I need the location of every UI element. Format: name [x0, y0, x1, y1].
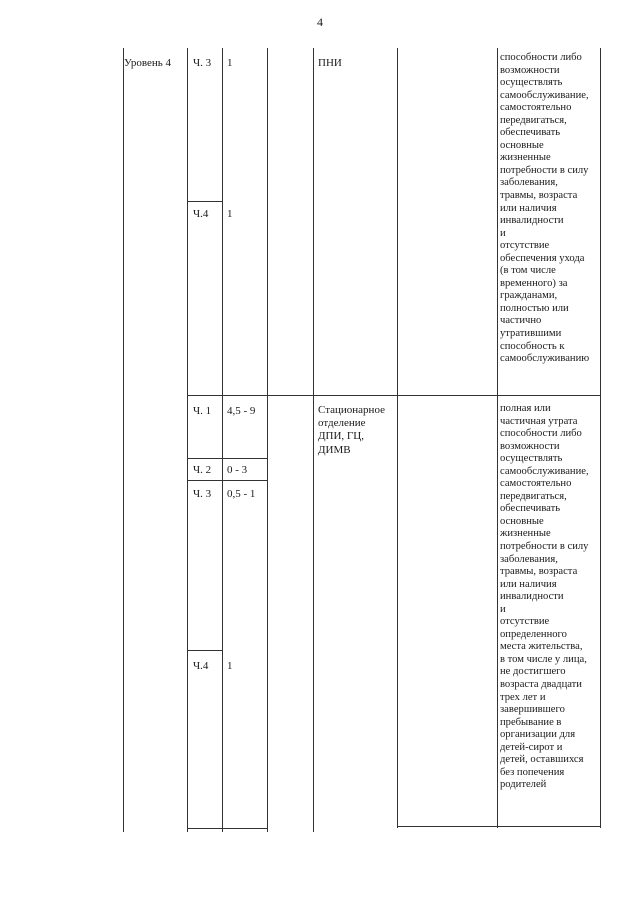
description-line: полностью или — [500, 302, 569, 314]
description-line: отсутствие — [500, 240, 550, 252]
part-value: 0,5 - 1 — [227, 488, 256, 500]
description-line: обеспечивать — [500, 503, 561, 515]
description-line: самообслуживанию — [500, 353, 590, 365]
description-line: возможности — [500, 440, 560, 452]
section-divider — [187, 395, 600, 396]
description-line: временного) за — [500, 277, 568, 289]
part-label: Ч. 2 — [193, 464, 212, 476]
column-divider-description — [497, 48, 498, 828]
part-label: Ч.4 — [193, 660, 209, 672]
description-line: потребности в силу — [500, 164, 589, 176]
table-right-border — [600, 48, 601, 828]
description-line: детей, оставшихся — [500, 754, 584, 766]
description-line: основные — [500, 139, 544, 151]
description-line: осуществлять — [500, 453, 563, 465]
description-line: организации для — [500, 729, 576, 741]
description-line: без попечения — [500, 766, 565, 778]
description-line: способности либо — [500, 52, 582, 63]
description-line: отсутствие — [500, 616, 550, 628]
part-label: Ч. 1 — [193, 405, 212, 417]
institution-name: ПНИ — [318, 57, 342, 69]
table-bottom-border — [187, 828, 267, 829]
description-line: травмы, возраста — [500, 566, 578, 578]
part-row-divider — [187, 480, 267, 481]
description-line: жизненные — [500, 528, 551, 540]
description-line: способность к — [500, 340, 565, 352]
description-line: в том числе у лица, — [500, 653, 587, 665]
part-row-divider — [187, 458, 267, 459]
part-value: 1 — [227, 660, 233, 672]
part-value: 1 — [227, 57, 233, 69]
column-divider-value — [267, 48, 268, 832]
description-line: обеспечения ухода — [500, 252, 585, 264]
description-line: передвигаться, — [500, 490, 567, 502]
column-divider-empty — [313, 48, 314, 832]
part-value: 1 — [227, 208, 233, 220]
description-line: утратившими — [500, 328, 562, 340]
condition-description — [500, 403, 589, 792]
part-value: 0 - 3 — [227, 464, 248, 476]
description-line: трех лет и — [500, 691, 546, 703]
column-divider-institution — [397, 48, 398, 828]
description-line: и — [500, 603, 506, 615]
part-label: Ч. 3 — [193, 57, 212, 69]
description-line: гражданами, — [500, 290, 558, 302]
description-line: потребности в силу — [500, 541, 589, 553]
table-left-border — [123, 48, 124, 832]
description-line: (в том числе — [500, 265, 556, 277]
description-line: частично — [500, 315, 542, 327]
part-label: Ч.4 — [193, 208, 209, 220]
description-line: инвалидности — [500, 215, 564, 227]
description-line: пребывание в — [500, 716, 562, 728]
page-number: 4 — [317, 15, 323, 29]
description-line: обеспечивать — [500, 127, 561, 139]
description-line: не достигшего — [500, 666, 566, 678]
description-line: самообслуживание, — [500, 465, 589, 477]
description-line: определенного — [500, 628, 567, 640]
part-label: Ч. 3 — [193, 488, 212, 500]
institution-name: Стационарное отделение ДПИ, ГЦ, ДИМВ — [318, 404, 385, 456]
description-line: передвигаться, — [500, 114, 567, 126]
description-line: заболевания, — [500, 553, 558, 565]
description-line: самообслуживание, — [500, 89, 589, 101]
description-line: частичная утрата — [500, 415, 578, 427]
description-line: возраста двадцати — [500, 679, 582, 691]
level-label: Уровень 4 — [124, 57, 171, 69]
description-line: осуществлять — [500, 77, 563, 89]
condition-description — [500, 52, 589, 366]
description-line: инвалидности — [500, 591, 564, 603]
description-line: завершившего — [500, 704, 565, 716]
part-row-divider — [187, 201, 222, 202]
description-line: жизненные — [500, 152, 551, 164]
description-line: возможности — [500, 64, 560, 76]
description-line: полная или — [500, 403, 551, 414]
part-row-divider — [187, 650, 222, 651]
column-divider-level — [187, 48, 188, 832]
description-line: заболевания, — [500, 177, 558, 189]
column-divider-part — [222, 48, 223, 832]
table-bottom-border — [397, 826, 600, 827]
description-line: самостоятельно — [500, 102, 572, 114]
description-line: детей-сирот и — [500, 741, 563, 753]
description-line: способности либо — [500, 428, 582, 440]
description-line: родителей — [500, 779, 547, 791]
description-line: или наличия — [500, 202, 557, 214]
description-line: основные — [500, 515, 544, 527]
description-line: травмы, возраста — [500, 190, 578, 202]
description-line: самостоятельно — [500, 478, 572, 490]
part-value: 4,5 - 9 — [227, 405, 256, 417]
description-line: места жительства, — [500, 641, 583, 653]
description-line: и — [500, 227, 506, 239]
description-line: или наличия — [500, 578, 557, 590]
